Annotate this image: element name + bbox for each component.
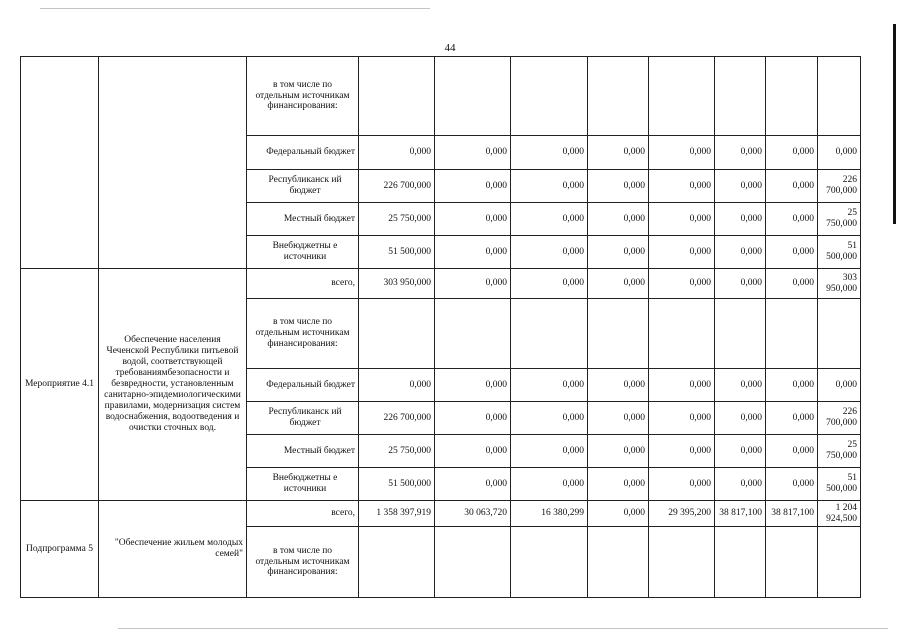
value-cell: 0,000	[435, 269, 511, 299]
value-cell: 0,000	[649, 136, 715, 170]
value-cell: 226 700,000	[818, 402, 861, 435]
value-cell: 0,000	[435, 236, 511, 269]
value-cell: 0,000	[588, 136, 649, 170]
value-cell: 0,000	[715, 136, 766, 170]
value-cell: 38 817,100	[766, 501, 818, 527]
value-cell: 0,000	[435, 435, 511, 468]
page-number: 44	[444, 42, 456, 54]
value-cell: 0,000	[511, 203, 588, 236]
value-cell: 0,000	[435, 203, 511, 236]
value-cell: 25 750,000	[359, 435, 435, 468]
total-label: всего,	[247, 501, 359, 527]
scan-artifact-bottom	[118, 628, 888, 629]
table-row	[21, 501, 861, 527]
scan-edge-mark	[893, 24, 896, 224]
value-cell: 0,000	[715, 236, 766, 269]
value-cell: 1 204 924,500	[818, 501, 861, 527]
value-cell: 0,000	[818, 369, 861, 402]
source-label: Федеральный бюджет	[247, 369, 359, 402]
value-cell: 0,000	[588, 435, 649, 468]
value-cell: 0,000	[766, 136, 818, 170]
value-cell: 0,000	[766, 269, 818, 299]
value-cell: 0,000	[649, 402, 715, 435]
total-label: всего,	[247, 269, 359, 299]
incl-label: в том числе по отдельным источникам финансирования:	[247, 299, 359, 369]
value-cell: 30 063,720	[435, 501, 511, 527]
value-cell: 0,000	[588, 236, 649, 269]
value-cell: 0,000	[511, 170, 588, 203]
value-cell: 0,000	[649, 369, 715, 402]
code-cell	[21, 57, 99, 269]
value-cell: 0,000	[511, 269, 588, 299]
value-cell: 0,000	[435, 136, 511, 170]
value-cell: 29 395,200	[649, 501, 715, 527]
value-cell: 38 817,100	[715, 501, 766, 527]
value-cell: 0,000	[715, 269, 766, 299]
value-cell: 0,000	[766, 236, 818, 269]
value-cell: 51 500,000	[818, 236, 861, 269]
measure-description: Обеспечение населения Чеченской Республики питьевой водой, соответствующей требованиямбезопасности и безвредности, установленным санитарно-эпидемиологическими правилами, модернизация систем водоснабжения, водоотведения и очистки сточных вод.	[99, 269, 247, 501]
value-cell: 303 950,000	[818, 269, 861, 299]
value-cell: 0,000	[649, 269, 715, 299]
value-cell: 0,000	[511, 435, 588, 468]
value-cell: 0,000	[715, 369, 766, 402]
value-cell: 0,000	[511, 402, 588, 435]
value-cell: 51 500,000	[818, 468, 861, 501]
scan-artifact-top	[40, 8, 430, 9]
value-cell: 0,000	[766, 468, 818, 501]
value-cell: 0,000	[588, 402, 649, 435]
value-cell: 0,000	[818, 136, 861, 170]
source-label: Местный бюджет	[247, 203, 359, 236]
value-cell: 0,000	[766, 203, 818, 236]
value-cell: 1 358 397,919	[359, 501, 435, 527]
subprogram-title: "Обеспечение жильем молодых семей"	[99, 501, 247, 598]
table-row	[21, 57, 861, 136]
budget-table	[20, 56, 861, 598]
value-cell: 0,000	[715, 203, 766, 236]
value-cell: 16 380,299	[511, 501, 588, 527]
table-row	[21, 269, 861, 299]
source-label: Федеральный бюджет	[247, 136, 359, 170]
value-cell: 0,000	[511, 369, 588, 402]
value-cell: 0,000	[588, 203, 649, 236]
value-cell: 0,000	[649, 468, 715, 501]
source-label: Республиканск ий бюджет	[247, 402, 359, 435]
value-cell: 0,000	[649, 203, 715, 236]
value-cell: 25 750,000	[359, 203, 435, 236]
value-cell: 0,000	[511, 136, 588, 170]
value-cell: 0,000	[588, 269, 649, 299]
source-label: Внебюджетны е источники	[247, 468, 359, 501]
value-cell: 51 500,000	[359, 468, 435, 501]
value-cell: 0,000	[588, 170, 649, 203]
value-cell: 51 500,000	[359, 236, 435, 269]
value-cell: 226 700,000	[818, 170, 861, 203]
value-cell: 25 750,000	[818, 203, 861, 236]
value-cell: 0,000	[588, 468, 649, 501]
value-cell: 0,000	[435, 468, 511, 501]
source-label: Местный бюджет	[247, 435, 359, 468]
source-label: Внебюджетны е источники	[247, 236, 359, 269]
value-cell: 0,000	[511, 468, 588, 501]
value-cell: 0,000	[649, 435, 715, 468]
value-cell: 0,000	[359, 369, 435, 402]
measure-code: Мероприятие 4.1	[21, 269, 99, 501]
description-cell	[99, 57, 247, 269]
value-cell: 0,000	[715, 402, 766, 435]
value-cell: 0,000	[649, 170, 715, 203]
value-cell: 0,000	[511, 236, 588, 269]
value-cell: 0,000	[359, 136, 435, 170]
value-cell: 0,000	[766, 435, 818, 468]
source-label: Республиканск ий бюджет	[247, 170, 359, 203]
value-cell: 0,000	[588, 369, 649, 402]
value-cell: 0,000	[715, 435, 766, 468]
value-cell: 0,000	[435, 402, 511, 435]
value-cell: 226 700,000	[359, 170, 435, 203]
value-cell: 0,000	[766, 369, 818, 402]
value-cell: 0,000	[766, 170, 818, 203]
incl-label: в том числе по отдельным источникам финансирования:	[247, 57, 359, 136]
subprogram-code: Подпрограмма 5	[21, 501, 99, 598]
value-cell: 226 700,000	[359, 402, 435, 435]
value-cell: 0,000	[588, 501, 649, 527]
incl-label: в том числе по отдельным источникам финансирования:	[247, 527, 359, 598]
value-cell: 0,000	[715, 170, 766, 203]
value-cell: 0,000	[435, 369, 511, 402]
value-cell: 0,000	[435, 170, 511, 203]
value-cell: 25 750,000	[818, 435, 861, 468]
value-cell: 0,000	[766, 402, 818, 435]
value-cell: 0,000	[715, 468, 766, 501]
value-cell: 0,000	[649, 236, 715, 269]
value-cell: 303 950,000	[359, 269, 435, 299]
